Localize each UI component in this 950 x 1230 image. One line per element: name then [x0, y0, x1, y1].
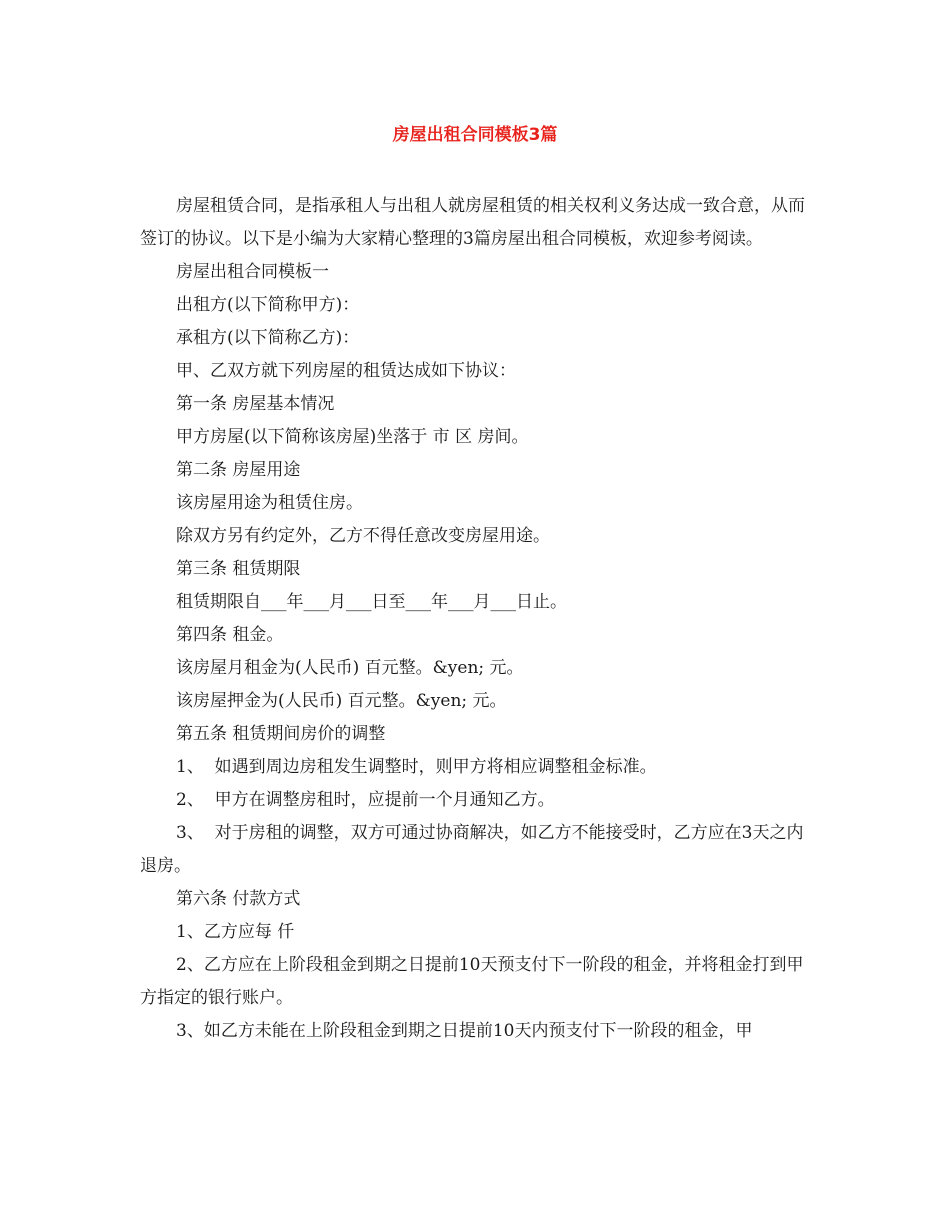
paragraph: 2、乙方应在上阶段租金到期之日提前10天预支付下一阶段的租金，并将租金打到甲方指定的银行账户。 [140, 955, 804, 1008]
paragraph: 第四条 租金。 [176, 625, 284, 645]
paragraph: 3、如乙方未能在上阶段租金到期之日提前10天内预支付下一阶段的租金，甲 [176, 1021, 753, 1041]
paragraph: 房屋租赁合同，是指承租人与出租人就房屋租赁的相关权利义务达成一致合意，从而签订的协议。以下是小编为大家精心整理的3篇房屋出租合同模板，欢迎参考阅读。 [140, 196, 805, 249]
paragraph: 承租方(以下简称乙方)： [176, 328, 360, 348]
paragraph: 甲、乙双方就下列房屋的租赁达成如下协议： [176, 361, 516, 381]
paragraph: 1、乙方应每 仟 [176, 922, 295, 942]
paragraph: 第一条 房屋基本情况 [176, 394, 335, 414]
paragraph: 第五条 租赁期间房价的调整 [176, 724, 386, 744]
paragraph: 除双方另有约定外，乙方不得任意改变房屋用途。 [176, 526, 550, 546]
paragraph: 该房屋月租金为(人民币) 百元整。&yen; 元。 [176, 658, 524, 678]
paragraph: 房屋出租合同模板一 [176, 262, 329, 282]
paragraph: 1、 如遇到周边房租发生调整时，则甲方将相应调整租金标准。 [176, 757, 657, 777]
paragraph: 该房屋用途为租赁住房。 [176, 493, 363, 513]
paragraph: 第六条 付款方式 [176, 889, 301, 909]
paragraph: 2、 甲方在调整房租时，应提前一个月通知乙方。 [176, 790, 555, 810]
paragraph: 出租方(以下简称甲方)： [176, 295, 360, 315]
document-body [140, 190, 820, 1048]
paragraph: 3、 对于房租的调整，双方可通过协商解决，如乙方不能接受时，乙方应在3天之内退房。 [140, 823, 804, 876]
paragraph: 甲方房屋(以下简称该房屋)坐落于 市 区 房间。 [176, 427, 529, 447]
page-title: 房屋出租合同模板3篇 [392, 125, 558, 145]
paragraph: 租赁期限自___年___月___日至___年___月___日止。 [176, 592, 567, 612]
paragraph: 第三条 租赁期限 [176, 559, 301, 579]
paragraph: 第二条 房屋用途 [176, 460, 301, 480]
paragraph: 该房屋押金为(人民币) 百元整。&yen; 元。 [176, 691, 507, 711]
